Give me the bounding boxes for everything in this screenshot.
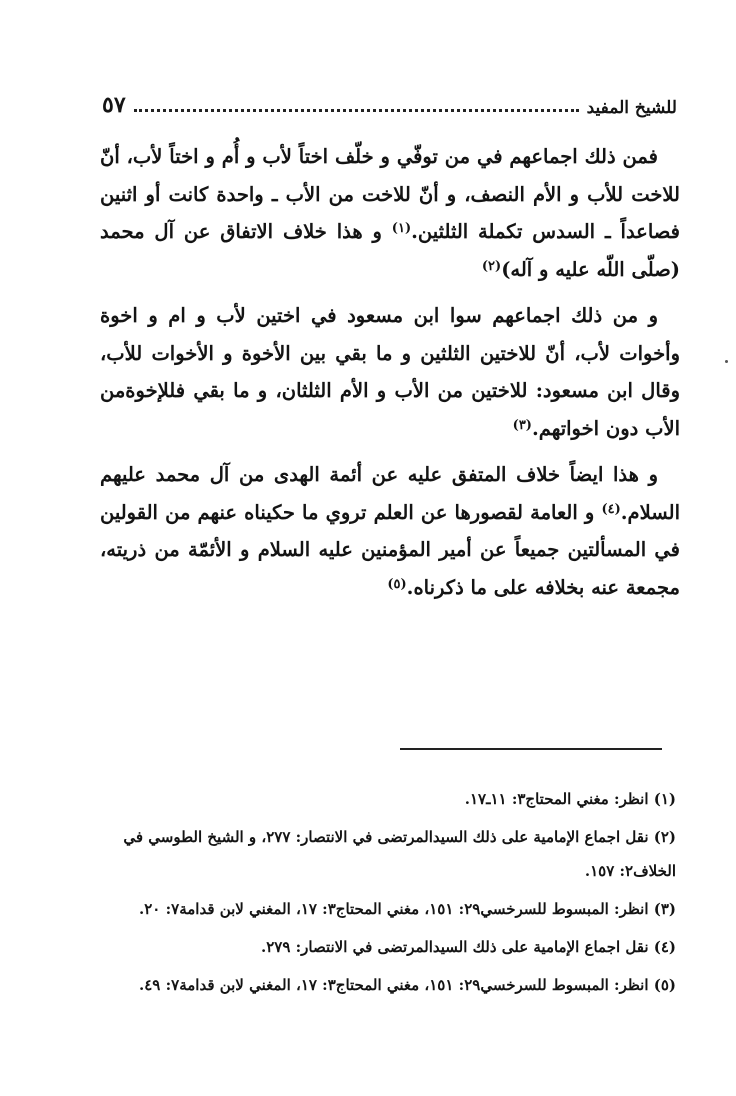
page-number: ٥٧ (102, 92, 126, 118)
footnote-separator (400, 748, 662, 750)
paragraph-text: و من ذلك اجماعهم سوا ابن مسعود في اختين لأب و ام و اخوة وأخوات لأب، أنّ للاختين الثلثين و ما بقي بين الأخوة و الأخوات للأب، وقال ابن مسعود: للاختين من الأب و الأم الثلثان، و ما بقي فللإخوةمن الأب دون اخواتهم. (100, 304, 680, 440)
scan-speck (725, 360, 728, 363)
paragraph-3 (100, 456, 680, 606)
footnote-5: (٥) انظر: المبسوط للسرخسي٢٩: ١٥١، مغني المحتاج٣: ١٧، المغني لابن قدامة٧: ٤٩. (139, 976, 676, 994)
footnote-marker: (٤) (601, 501, 621, 517)
paragraph-text: و هذا خلاف الاتفاق عن آل محمد (صلّى اللّه عليه و آله) (100, 220, 680, 281)
footnote-1: (١) انظر: مغني المحتاج٣: ١١ـ١٧. (464, 790, 676, 808)
paragraph-1 (100, 138, 680, 288)
main-text (100, 138, 680, 615)
paragraph-2 (100, 297, 680, 447)
footnote-marker: (١) (391, 221, 412, 236)
paragraph-text: و هذا ايضاً خلاف المتفق عليه عن أئمة الهدى من آل محمد عليهم السلام. (100, 463, 680, 524)
paragraph-text: و العامة لقصورها عن العلم تروي ما حكيناه عنهم من القولين في المسألتين جميعاً عن أمير المؤمنين عليه السلام و الأئمّة من ذريته، مجمعة عنه بخلافه على ما ذكرناه. (100, 500, 680, 599)
footnote-marker: (٣) (512, 417, 532, 433)
footnote-2: (٢) نقل اجماع الإمامية على ذلك السيدالمرتضى في الانتصار: ٢٧٧، و الشيخ الطوسي في الخلاف٢: ١٥٧. (123, 828, 676, 880)
paragraph-text: فمن ذلك اجماعهم في من توفّي و خلّف اختاً لأب و أُم و اختاً لأب، أنّ للاخت للأب و الأم النصف، و أنّ للاخت من الأب ـ واحدة كانت أو اثنين فصاعداً ـ السدس تكملة الثلثين. (100, 145, 680, 243)
running-header (102, 84, 677, 118)
footnote-marker: (٢) (481, 258, 502, 274)
footnote-4: (٤) نقل اجماع الإمامية على ذلك السيدالمرتضى في الانتصار: ٢٧٩. (260, 938, 676, 956)
running-title: للشيخ المفيد (586, 98, 677, 118)
footnote-marker: (٥) (387, 576, 407, 592)
leader-dots (134, 109, 579, 112)
footnotes (100, 782, 676, 1006)
footnote-3: (٣) انظر: المبسوط للسرخسي٢٩: ١٥١، مغني المحتاج٣: ١٧، المغني لابن قدامة٧: ٢٠. (139, 900, 676, 918)
